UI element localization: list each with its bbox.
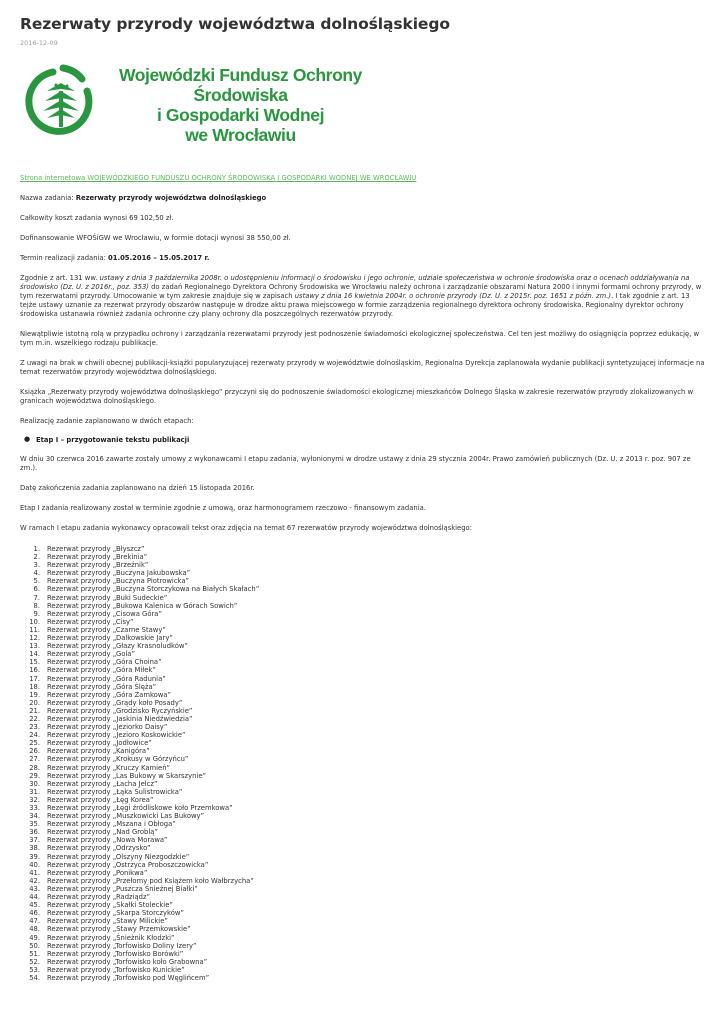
wfosigw-website-link[interactable]: Strona internetowa WOJEWÓDZKIEGO FUNDUSZU OCHRONY ŚRODOWISKA I GOSPODARKI WODNEJ WE WROCŁAWIU <box>20 174 417 182</box>
list-item-number: 36. <box>29 828 40 837</box>
list-item <box>20 707 705 715</box>
list-item <box>20 577 705 585</box>
list-item-number: 43. <box>29 884 40 893</box>
list-item <box>20 917 705 925</box>
list-item-number: 10. <box>29 617 40 626</box>
list-item-text: Rezerwat przyrody „Buczyna Jakubowska” <box>47 569 191 578</box>
list-item-text: Rezerwat przyrody „Góra Zamkowa” <box>47 690 172 699</box>
list-item <box>20 666 705 674</box>
list-item-number: 53. <box>29 965 40 974</box>
list-item <box>20 812 705 820</box>
list-item <box>20 974 705 982</box>
list-item-text: Rezerwat przyrody „Gola” <box>47 650 135 659</box>
list-item-text: Rezerwat przyrody „Dalkowskie Jary” <box>47 634 173 643</box>
list-item <box>20 861 705 869</box>
list-item-number: 8. <box>33 601 40 610</box>
list-item-text: Rezerwat przyrody „Czarne Stawy” <box>47 625 166 634</box>
list-item-text: Rezerwat przyrody „Torfowisko Kunickie” <box>47 965 185 974</box>
list-item-number: 51. <box>29 949 40 958</box>
list-item-text: Rezerwat przyrody „Las Bukowy w Skarszynie” <box>47 771 207 780</box>
list-item-text: Rezerwat przyrody „Buczyna Storczykowa na Białych Skałach” <box>47 585 260 594</box>
list-item-number: 7. <box>33 593 40 602</box>
list-item-text: Rezerwat przyrody „Kruczy Kamień” <box>47 763 171 772</box>
legal-text-c: do zadań Regionalnego Dyrektora Ochrony Środowiska we Wrocławiu należy ochrona i zarządzanie obszarami Natura 2000 i innymi formami ochrony przyrody, w tym rezerwatami przyrody. Umocowanie w tym zakresie znajduje się w zapisach <box>20 283 702 300</box>
list-item <box>20 658 705 666</box>
list-item-text: Rezerwat przyrody „Jodłowice” <box>47 739 152 748</box>
list-item-number: 4. <box>33 569 40 578</box>
list-item-text: Rezerwat przyrody „Odrzysko” <box>47 844 151 853</box>
list-item-text: Rezerwat przyrody „Torfowisko pod Węglińcem” <box>47 973 210 982</box>
list-item-text: Rezerwat przyrody „Grądy koło Posady” <box>47 698 183 707</box>
list-item-text: Rezerwat przyrody „Muszkowicki Las Bukowy” <box>47 812 205 821</box>
list-item <box>20 569 705 577</box>
list-item-number: 39. <box>29 852 40 861</box>
list-item <box>20 966 705 974</box>
total-cost: Całkowity koszt zadania wynosi 69 102,50 zł. <box>20 214 174 222</box>
list-item <box>20 909 705 917</box>
list-item-number: 32. <box>29 795 40 804</box>
term-label: Termin realizacji zadania: <box>20 254 109 262</box>
funding-amount: Dofinansowanie WFOŚiGW we Wrocławiu, w formie dotacji wynosi 38 550,00 zł. <box>20 234 291 242</box>
list-item-text: Rezerwat przyrody „Błyszcz” <box>47 545 145 553</box>
list-item-number: 2. <box>33 553 40 562</box>
list-item-number: 40. <box>29 860 40 869</box>
list-item-text: Rezerwat przyrody „Olszyny Niezgodzkie” <box>47 852 190 861</box>
wfosigw-logo <box>20 61 383 147</box>
publish-date: 2016-12-09 <box>20 39 58 47</box>
list-item <box>20 764 705 772</box>
legal-text-a: Zgodnie z art. 131 ww. <box>20 274 100 282</box>
list-item-text: Rezerwat przyrody „Ponikwa” <box>47 868 148 877</box>
list-item-text: Rezerwat przyrody „Grodzisko Ryczyńskie” <box>47 706 193 715</box>
task-term <box>20 254 705 263</box>
list-item-text: Rezerwat przyrody „Przełomy pod Książem koło Wałbrzycha” <box>47 876 254 885</box>
list-item <box>20 796 705 804</box>
list-item <box>20 626 705 634</box>
legal-act-2: ustawy z dnia 16 kwietnia 2004r. o ochronie przyrody (Dz. U. z 2015r. poz. 1651 z późn. zm.) <box>294 292 612 300</box>
list-item <box>20 869 705 877</box>
list-item-number: 47. <box>29 917 40 926</box>
list-item <box>20 585 705 593</box>
list-item-number: 34. <box>29 812 40 821</box>
logo-line-3: we Wrocławiu <box>185 125 296 145</box>
list-item-number: 30. <box>29 779 40 788</box>
list-item <box>20 942 705 950</box>
term-value: 01.05.2016 – 15.05.2017 r. <box>108 254 210 262</box>
list-item-number: 54. <box>29 973 40 982</box>
list-item-number: 46. <box>29 909 40 918</box>
task-value: Rezerwaty przyrody województwa dolnośląskiego <box>75 194 267 202</box>
list-item-number: 16. <box>29 666 40 675</box>
list-item <box>20 853 705 861</box>
list-item-number: 41. <box>29 868 40 877</box>
list-item-number: 9. <box>33 609 40 618</box>
list-item <box>20 893 705 901</box>
completion-paragraph: Etap I zadania realizowany został w terminie zgodnie z umową, oraz harmonogramem rzeczowo - finansowym zadania. <box>20 504 426 512</box>
list-item <box>20 723 705 731</box>
list-item <box>20 553 705 561</box>
list-item-number: 14. <box>29 650 40 659</box>
list-item-number: 31. <box>29 787 40 796</box>
page-title: Rezerwaty przyrody województwa dolnośląskiego <box>20 15 450 33</box>
list-item <box>20 836 705 844</box>
list-item-text: Rezerwat przyrody „Mszana i Obłoga” <box>47 820 176 829</box>
list-item-text: Rezerwat przyrody „Torfowisko koło Grabowna” <box>47 957 208 966</box>
logo-line-1: Wojewódzki Fundusz Ochrony Środowiska <box>118 65 363 105</box>
list-item-text: Rezerwat przyrody „Torfowisko Doliny Izery” <box>47 941 197 950</box>
list-item-number: 5. <box>33 577 40 586</box>
list-item-number: 3. <box>33 561 40 570</box>
list-item <box>20 877 705 885</box>
list-item <box>20 950 705 958</box>
list-item-text: Rezerwat przyrody „Ostrzyca Proboszczowicka” <box>47 860 209 869</box>
end-date-paragraph: Datę zakończenia zadania zaplanowano na dzień 15 listopada 2016r. <box>20 484 255 492</box>
list-item <box>20 610 705 618</box>
list-item-number: 15. <box>29 658 40 667</box>
list-item-text: Rezerwat przyrody „Góra Radunia” <box>47 674 166 683</box>
list-item <box>20 925 705 933</box>
contracts-paragraph: W dniu 30 czerwca 2016 zawarte zostały umowy z wykonawcami I etapu zadania, wyłonionymi w drodze ustawy z dnia 29 stycznia 2004r. Prawo zamówień publicznych (Dz. U. z 2013 r. poz. 907 ze zm.). <box>20 455 691 472</box>
list-item-number: 49. <box>29 933 40 942</box>
list-item-text: Rezerwat przyrody „Radziądz” <box>47 893 151 902</box>
list-item-number: 23. <box>29 723 40 732</box>
list-item-number: 29. <box>29 771 40 780</box>
list-item <box>20 602 705 610</box>
list-item <box>20 634 705 642</box>
list-item-number: 13. <box>29 642 40 651</box>
task-label: Nazwa zadania: <box>20 194 76 202</box>
list-item-number: 42. <box>29 876 40 885</box>
list-item-number: 33. <box>29 804 40 812</box>
list-item <box>20 780 705 788</box>
list-item-text: Rezerwat przyrody „Stawy Przemkowskie” <box>47 925 191 934</box>
list-item-text: Rezerwat przyrody „Skałki Stoleckie” <box>47 901 173 910</box>
list-item <box>20 804 705 812</box>
list-item-number: 52. <box>29 957 40 966</box>
list-item-number: 26. <box>29 747 40 756</box>
logo-text <box>98 65 383 145</box>
list-item <box>20 650 705 658</box>
list-item-text: Rezerwat przyrody „Krokusy w Górzyńcu” <box>47 755 189 764</box>
list-item-text: Rezerwat przyrody „Śnieżnik Kłodzki” <box>47 933 175 942</box>
list-item <box>20 731 705 739</box>
list-item-number: 35. <box>29 820 40 829</box>
legal-paragraph <box>20 274 705 319</box>
list-item-number: 38. <box>29 844 40 853</box>
list-item <box>20 594 705 602</box>
list-item <box>20 699 705 707</box>
list-item-text: Rezerwat przyrody „Jezioro Koskowickie” <box>47 731 186 740</box>
list-item <box>20 885 705 893</box>
list-item <box>20 958 705 966</box>
legal-text-e: . I tak zgodnie z art. 13 tejże ustawy uznanie za rezerwat przyrody obszarów następuje w drodze aktu prawa miejscowego w formie zarządzenia regionalnego dyrektora ochrony środowiska. Regionalny dyrektor ochrony środowiska ustanawia również zadania ochronne czy plany ochrony dla poszczególnych rezerwatów przyrody. <box>20 292 690 318</box>
awareness-paragraph: Niewątpliwie istotną rolą w przypadku ochrony i zarządzania rezerwatami przyrody jest podnoszenie świadomości ekologicznej społeczeństwa. Cel ten jest możliwy do osiągnięcia poprzez edukację, w tym m.in. wszelkiego rodzaju publikacje. <box>20 330 700 347</box>
list-item-number: 12. <box>29 634 40 643</box>
list-item <box>20 691 705 699</box>
list-item-text: Rezerwat przyrody „Brekinia” <box>47 553 148 562</box>
list-item <box>20 755 705 763</box>
list-item-text: Rezerwat przyrody „Nad Groblą” <box>47 828 158 837</box>
list-item-text: Rezerwat przyrody „Puszcza Śnieżnej Białki” <box>47 884 198 893</box>
list-item-text: Rezerwat przyrody „Łacha Jelcz” <box>47 779 158 788</box>
list-item <box>20 675 705 683</box>
list-item-text: Rezerwat przyrody „Łęg Korea” <box>47 795 154 804</box>
list-item-text: Rezerwat przyrody „Kanigóra” <box>47 747 150 756</box>
list-item-number: 18. <box>29 682 40 691</box>
list-item <box>20 772 705 780</box>
list-item-text: Rezerwat przyrody „Skarpa Storczyków” <box>47 909 184 918</box>
list-item-text: Rezerwat przyrody „Buczyna Piotrowicka” <box>47 577 190 586</box>
list-item-number: 48. <box>29 925 40 934</box>
list-item <box>20 683 705 691</box>
list-item <box>20 788 705 796</box>
list-item-number: 21. <box>29 706 40 715</box>
list-item <box>20 844 705 852</box>
list-item-number: 25. <box>29 739 40 748</box>
list-item <box>20 715 705 723</box>
list-item-number: 44. <box>29 893 40 902</box>
list-item-text: Rezerwat przyrody „Cisowa Góra” <box>47 609 162 618</box>
stage-list <box>20 436 705 444</box>
list-item-text: Rezerwat przyrody „Góra Ślęża” <box>47 682 157 691</box>
list-item-text: Rezerwat przyrody „Jeziorko Daisy” <box>47 723 168 732</box>
list-intro-paragraph: W ramach I etapu zadania wykonawcy opracowali tekst oraz zdjęcia na temat 67 rezerwatów przyrody województwa dolnośląskiego: <box>20 524 473 532</box>
list-item-text: Rezerwat przyrody „Łęgi źródliskowe koło Przemkowa” <box>47 804 233 812</box>
reserves-list <box>20 545 705 982</box>
list-item-number: 1. <box>33 545 40 553</box>
list-item <box>20 820 705 828</box>
list-item-text: Rezerwat przyrody „Bukowa Kalenica w Górach Sowich” <box>47 601 238 610</box>
list-item <box>20 642 705 650</box>
stage-1-item: ● Etap I – przygotowanie tekstu publikacji <box>36 436 705 444</box>
list-item-number: 6. <box>33 585 40 594</box>
list-item <box>20 561 705 569</box>
tree-emblem-icon <box>20 61 100 147</box>
legal-act-1: ustawy z dnia 3 października 2008r. o udostępnieniu informacji o środowisku i jego ochronie, udziale społeczeństwa w ochronie środowiska oraz o ocenach oddziaływania na środowisko (Dz. U. z 2016r., poz. 353) <box>20 274 690 291</box>
list-item-number: 22. <box>29 714 40 723</box>
list-item-text: Rezerwat przyrody „Góra Miłek” <box>47 666 156 675</box>
list-item-text: Rezerwat przyrody „Torfowisko Borówki” <box>47 949 184 958</box>
list-item-text: Rezerwat przyrody „Łąka Sulistrowicka” <box>47 787 183 796</box>
task-name <box>20 194 705 203</box>
list-item <box>20 828 705 836</box>
book-paragraph: Książka „Rezerwaty przyrody województwa dolnośląskiego” przyczyni się do podnoszenie świadomości ekologicznej mieszkańców Dolnego Śląska w zakresie rezerwatów przyrody zlokalizowanych w granicach województwa dolnośląskiego. <box>20 388 694 405</box>
list-item <box>20 618 705 626</box>
list-item-number: 28. <box>29 763 40 772</box>
list-item-text: Rezerwat przyrody „Brzeźnik” <box>47 561 149 570</box>
list-item-text: Rezerwat przyrody „Jaskinia Niedźwiedzia” <box>47 714 193 723</box>
list-item-number: 20. <box>29 698 40 707</box>
lack-paragraph: Z uwagi na brak w chwili obecnej publikacji-książki popularyzującej rezerwaty przyrody w województwie dolnośląskim, Regionalna Dyrekcja zaplanowała wydanie publikacji syntetyzującej informacje na temat rezerwatów przyrody województwa dolnośląskiego. <box>20 359 705 376</box>
list-item <box>20 934 705 942</box>
list-item-number: 37. <box>29 836 40 845</box>
list-item <box>20 901 705 909</box>
list-item-text: Rezerwat przyrody „Głazy Krasnoludków” <box>47 642 188 651</box>
list-item-text: Rezerwat przyrody „Góra Choina” <box>47 658 162 667</box>
list-item-number: 19. <box>29 690 40 699</box>
list-item-number: 45. <box>29 901 40 910</box>
stages-paragraph: Realizację zadanie zaplanowano w dwóch etapach: <box>20 417 194 425</box>
list-item-text: Rezerwat przyrody „Buki Sudeckie” <box>47 593 168 602</box>
list-item <box>20 739 705 747</box>
list-item-number: 27. <box>29 755 40 764</box>
list-item-number: 24. <box>29 731 40 740</box>
list-item-number: 50. <box>29 941 40 950</box>
list-item-text: Rezerwat przyrody „Nowa Morawa” <box>47 836 168 845</box>
logo-line-2: i Gospodarki Wodnej <box>156 105 325 125</box>
list-item <box>20 747 705 755</box>
list-item <box>20 545 705 553</box>
list-item-text: Rezerwat przyrody „Stawy Milickie” <box>47 917 168 926</box>
list-item-text: Rezerwat przyrody „Cisy” <box>47 617 134 626</box>
list-item-number: 17. <box>29 674 40 683</box>
list-item-number: 11. <box>29 625 40 634</box>
